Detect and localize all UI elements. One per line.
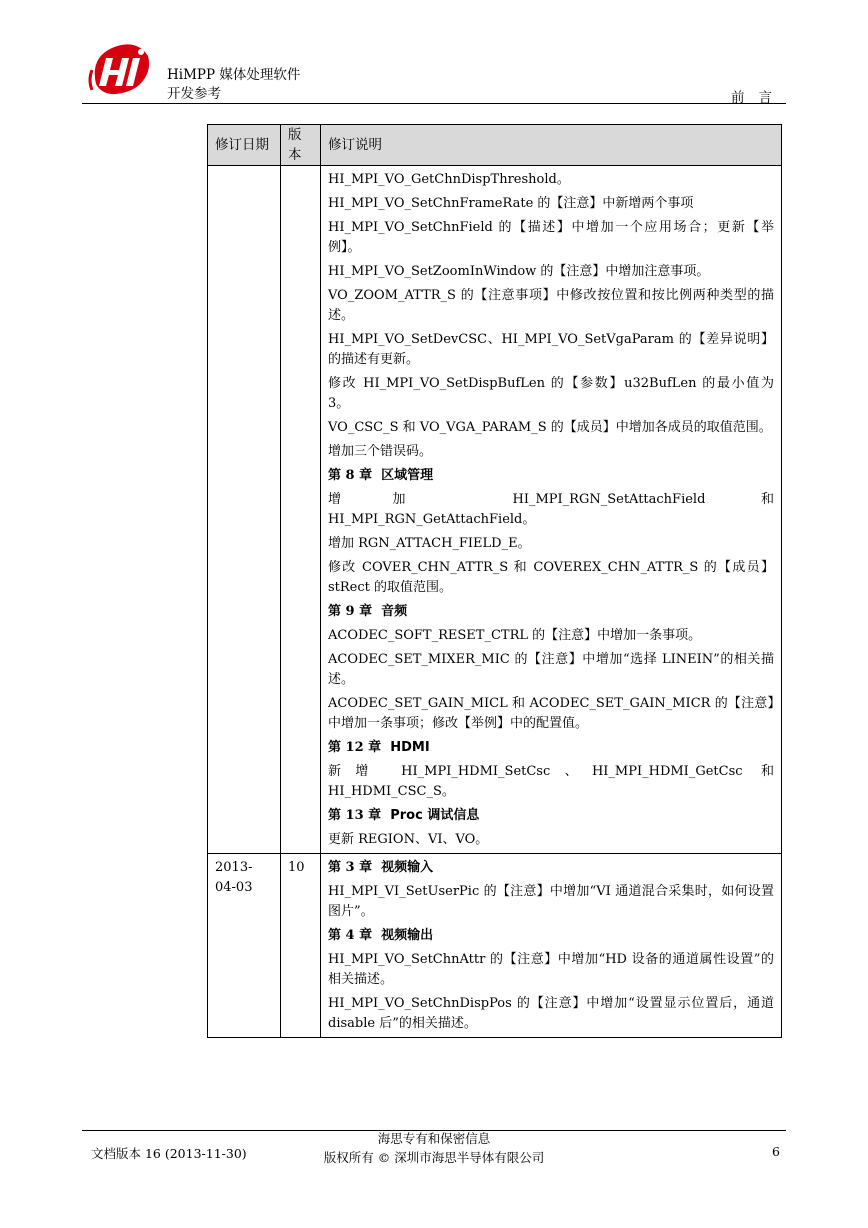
- chapter-title: 音频: [381, 604, 408, 619]
- change-item: HI_MPI_VO_SetChnDispPos 的【注意】中增加“设置显示位置后，通道 disable 后”的相关描述。: [328, 996, 774, 1031]
- chapter-number: 第 13 章: [328, 808, 382, 823]
- change-item: VO_ZOOM_ATTR_S 的【注意事项】中修改按位置和按比例两种类型的描述。: [328, 288, 774, 323]
- change-item: HI_MPI_VO_SetChnAttr 的【注意】中增加“HD 设备的通道属性设置”的相关描述。: [328, 952, 774, 987]
- change-item: ACODEC_SET_GAIN_MICL 和 ACODEC_SET_GAIN_MICR 的【注意】中增加一条事项；修改【举例】中的配置值。: [328, 696, 774, 731]
- change-item: HI_MPI_VO_SetChnField 的【描述】中增加一个应用场合；更新【举例】。: [328, 220, 774, 255]
- table-header-row: [208, 125, 782, 166]
- revision-version-cell: 10: [281, 854, 321, 1038]
- change-item: HI_MPI_VO_SetChnFrameRate 的【注意】中新增两个事项: [328, 196, 694, 211]
- chapter-heading: [328, 806, 774, 826]
- chapter-heading: [328, 738, 774, 758]
- column-header-version: 版本: [281, 125, 321, 166]
- change-item: 更新 REGION、VI、VO。: [328, 832, 489, 847]
- footer-center-block: [284, 1129, 584, 1167]
- revision-description-cell: [321, 166, 782, 854]
- footer-doc-version: 文档版本 16 (2013-11-30): [91, 1146, 247, 1161]
- change-item: HI_MPI_VO_SetDevCSC、HI_MPI_VO_SetVgaParam 的【差异说明】的描述有更新。: [328, 332, 774, 367]
- header-divider: [82, 103, 786, 104]
- table-row: [208, 854, 782, 1038]
- change-item: HI_MPI_VI_SetUserPic 的【注意】中增加“VI 通道混合采集时，如何设置图片”。: [328, 884, 774, 919]
- change-item: 增加 RGN_ATTACH_FIELD_E。: [328, 536, 531, 551]
- change-item: 新增 HI_MPI_HDMI_SetCsc、HI_MPI_HDMI_GetCsc 和 HI_HDMI_CSC_S。: [328, 764, 774, 799]
- header-product-title: HiMPP 媒体处理软件: [167, 67, 301, 83]
- revision-date-cell: 2013-04-03: [208, 854, 281, 1038]
- chapter-number: 第 9 章: [328, 604, 373, 619]
- chapter-heading: [328, 602, 774, 622]
- footer-page-number: 6: [772, 1144, 780, 1159]
- change-item: HI_MPI_VO_GetChnDispThreshold。: [328, 172, 570, 187]
- chapter-title: 区域管理: [381, 468, 434, 483]
- column-header-date: 修订日期: [208, 125, 281, 166]
- change-item: ACODEC_SET_MIXER_MIC 的【注意】中增加“选择 LINEIN”的相关描述。: [328, 652, 774, 687]
- footer-copyright: 版权所有 © 深圳市海思半导体有限公司: [323, 1150, 545, 1165]
- header-doc-type: 开发参考: [167, 86, 221, 102]
- change-item: 增加 HI_MPI_RGN_SetAttachField 和 HI_MPI_RGN_GetAttachField。: [328, 492, 774, 527]
- chapter-number: 第 4 章: [328, 928, 373, 943]
- revision-history-table: [207, 124, 782, 1038]
- chapter-heading: [328, 466, 774, 486]
- change-item: ACODEC_SOFT_RESET_CTRL 的【注意】中增加一条事项。: [328, 628, 702, 643]
- header-section-name: 前言: [731, 90, 786, 106]
- table-row: [208, 166, 782, 854]
- chapter-title: Proc 调试信息: [390, 808, 480, 823]
- revision-description-cell: [321, 854, 782, 1038]
- change-item: 修改 COVER_CHN_ATTR_S 和 COVEREX_CHN_ATTR_S 的【成员】stRect 的取值范围。: [328, 560, 774, 595]
- chapter-number: 第 3 章: [328, 860, 373, 875]
- chapter-number: 第 12 章: [328, 740, 382, 755]
- revision-version-cell: [281, 166, 321, 854]
- chapter-title: 视频输出: [381, 928, 434, 943]
- footer-confidential: 海思专有和保密信息: [377, 1131, 491, 1146]
- change-item: VO_CSC_S 和 VO_VGA_PARAM_S 的【成员】中增加各成员的取值范围。: [328, 420, 772, 435]
- chapter-heading: [328, 858, 774, 878]
- column-header-description: 修订说明: [321, 125, 782, 166]
- chapter-number: 第 8 章: [328, 468, 373, 483]
- change-item: 修改 HI_MPI_VO_SetDispBufLen 的【参数】u32BufLen 的最小值为 3。: [328, 376, 774, 411]
- change-item: HI_MPI_VO_SetZoomInWindow 的【注意】中增加注意事项。: [328, 264, 710, 279]
- chapter-title: 视频输入: [381, 860, 434, 875]
- chapter-heading: [328, 926, 774, 946]
- hisilicon-logo: [86, 40, 152, 102]
- change-item: 增加三个错误码。: [328, 444, 433, 459]
- chapter-title: HDMI: [390, 740, 430, 755]
- revision-date-cell: [208, 166, 281, 854]
